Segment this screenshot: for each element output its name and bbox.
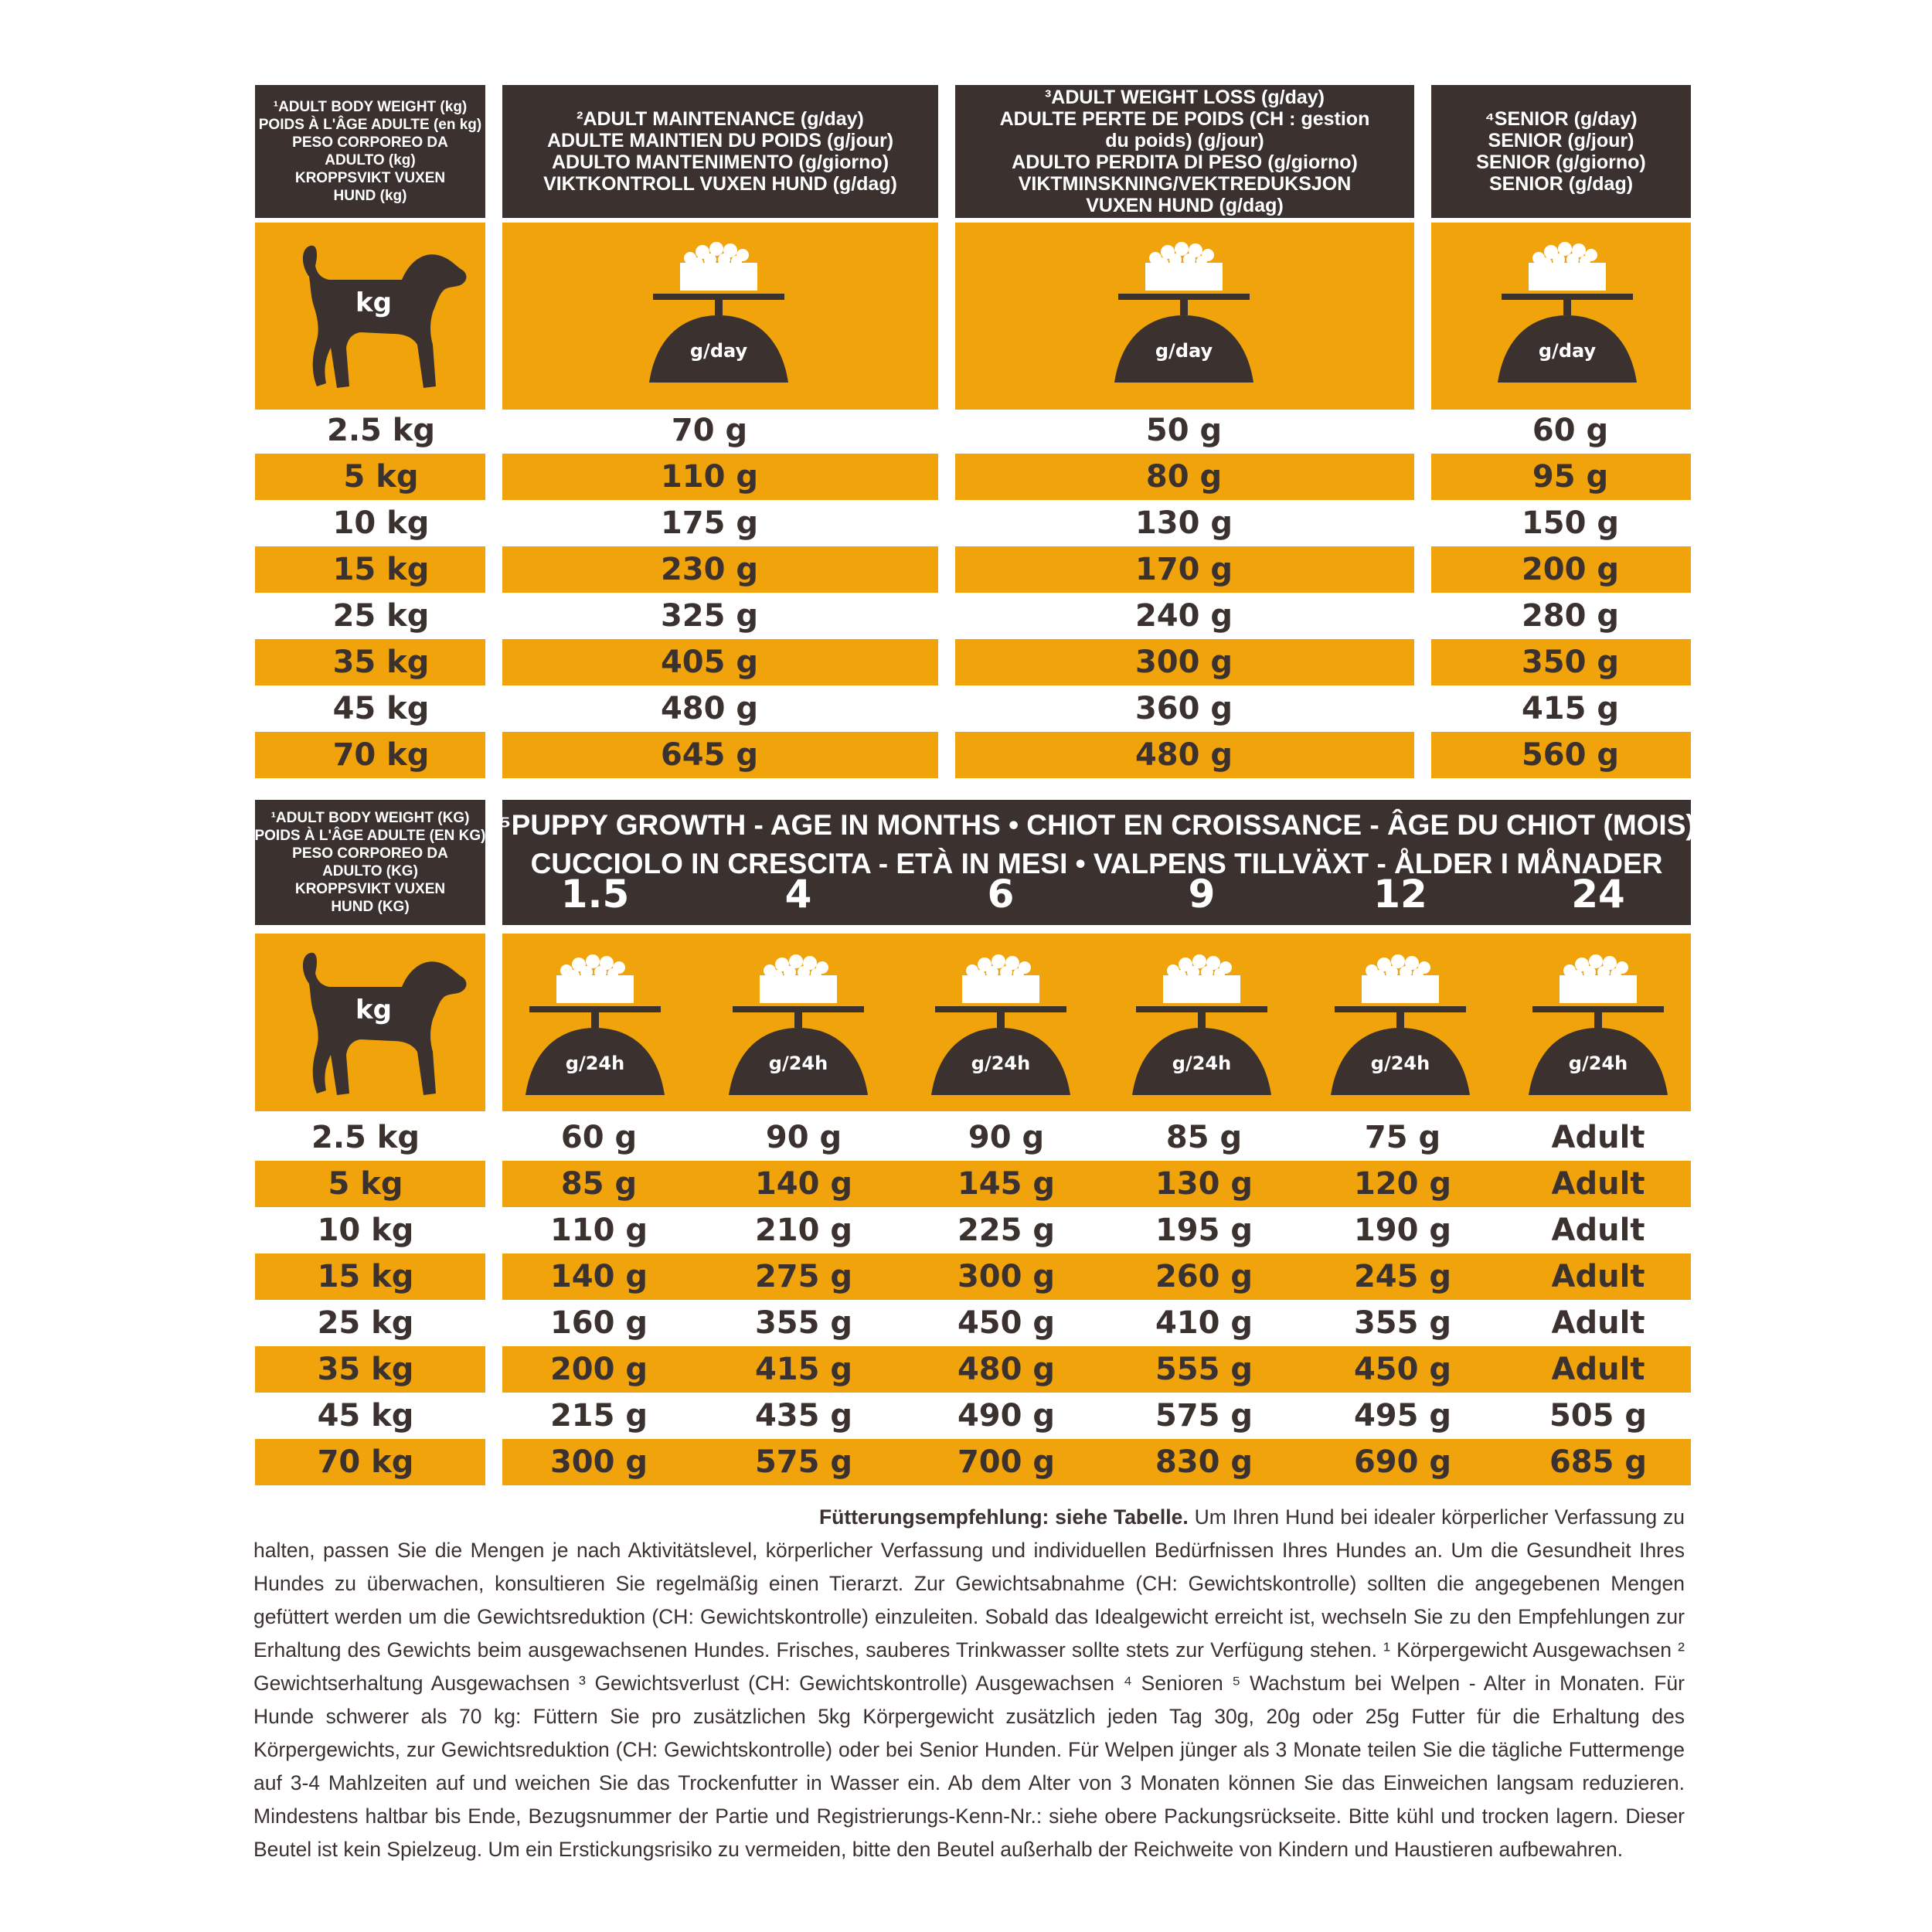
amount-cell: 300 g [957, 1259, 1056, 1294]
amount-cell: 130 g [1134, 505, 1233, 541]
age-label: 4 [784, 872, 812, 917]
amount-cell: 645 g [660, 737, 759, 773]
amount-cell: 405 g [660, 645, 759, 680]
weight-cell: 45 kg [317, 1398, 414, 1434]
puppy-weight-header [255, 800, 485, 925]
header-line: ¹ADULT BODY WEIGHT (kg) [273, 99, 468, 115]
header-line: CUCCIOLO IN CRESCITA - ETÀ IN MESI • VALPENS TILLVÄXT - ÅLDER I MÅNADER [530, 848, 1663, 879]
amount-cell: 830 g [1155, 1444, 1253, 1480]
amount-cell: 195 g [1155, 1213, 1253, 1248]
amount-cell: 350 g [1521, 645, 1620, 680]
scale-icon-label: g/day [689, 340, 748, 362]
amount-cell: 415 g [1521, 691, 1620, 726]
amount-cell: Adult [1551, 1166, 1645, 1202]
food-scale-icon [725, 944, 872, 1107]
weight-cell: 5 kg [328, 1166, 403, 1202]
amount-cell: 80 g [1145, 459, 1223, 495]
amount-cell: 325 g [660, 598, 759, 634]
amount-cell: 140 g [754, 1166, 853, 1202]
food-scale-icon [1525, 944, 1672, 1107]
amount-cell: 230 g [660, 552, 759, 587]
amount-cell: 435 g [754, 1398, 853, 1434]
amount-cell: 410 g [1155, 1305, 1253, 1341]
amount-cell: 450 g [1353, 1352, 1452, 1387]
feeding-notes-lead: Fütterungsempfehlung: siehe Tabelle. [819, 1505, 1189, 1529]
amount-cell: 505 g [1549, 1398, 1648, 1434]
header-line: KROPPSVIKT VUXEN [294, 881, 446, 897]
header-line: POIDS À L'ÂGE ADULTE (EN KG) [254, 828, 486, 844]
amount-cell: 145 g [957, 1166, 1056, 1202]
scale-icon-label: g/24h [1172, 1053, 1232, 1074]
weight-cell: 10 kg [317, 1213, 414, 1248]
amount-cell: 450 g [957, 1305, 1056, 1341]
scale-icon-label: g/day [1155, 340, 1213, 362]
amount-cell: 90 g [765, 1120, 842, 1155]
amount-cell: 90 g [968, 1120, 1045, 1155]
scale-icon-label: g/24h [1370, 1053, 1430, 1074]
header-line: ADULTO (KG) [322, 863, 418, 879]
header-line: ⁴SENIOR (g/day) [1485, 108, 1638, 130]
weight-cell: 10 kg [332, 505, 430, 541]
header-line: KROPPSVIKT VUXEN [294, 170, 446, 186]
amount-cell: 240 g [1134, 598, 1233, 634]
scale-icon-label: g/24h [1568, 1053, 1628, 1074]
amount-cell: 480 g [1134, 737, 1233, 773]
header-line: PESO CORPOREO DA [292, 845, 448, 862]
weight-cell: 45 kg [332, 691, 430, 726]
food-scale-icon [1327, 944, 1474, 1107]
header-line: SENIOR (g/dag) [1488, 173, 1634, 195]
amount-cell: 60 g [560, 1120, 638, 1155]
amount-cell: 700 g [957, 1444, 1056, 1480]
amount-cell: 690 g [1353, 1444, 1452, 1480]
amount-cell: Adult [1551, 1213, 1645, 1248]
amount-cell: 150 g [1521, 505, 1620, 541]
amount-cell: 575 g [1155, 1398, 1253, 1434]
feeding-notes [253, 1501, 1685, 1866]
amount-cell: 210 g [754, 1213, 853, 1248]
weight-cell: 35 kg [332, 645, 430, 680]
header-line: VUXEN HUND (g/dag) [1086, 195, 1284, 216]
amount-cell: 75 g [1364, 1120, 1441, 1155]
amount-cell: 560 g [1521, 737, 1620, 773]
header-line: ²ADULT MAINTENANCE (g/day) [577, 108, 864, 130]
adult-maintenance-header [502, 85, 938, 218]
amount-cell: 130 g [1155, 1166, 1253, 1202]
header-line: du poids) (g/jour) [1105, 130, 1264, 151]
amount-cell: 280 g [1521, 598, 1620, 634]
amount-cell: 190 g [1353, 1213, 1452, 1248]
senior-header [1431, 85, 1691, 218]
header-line: POIDS À L'ÂGE ADULTE (en kg) [258, 117, 482, 133]
food-scale-icon [927, 944, 1074, 1107]
food-scale-icon [1111, 232, 1257, 394]
amount-cell: 300 g [549, 1444, 648, 1480]
food-scale-icon [1128, 944, 1275, 1107]
amount-cell: Adult [1551, 1259, 1645, 1294]
age-label: 1.5 [560, 872, 630, 917]
food-scale-icon [1494, 232, 1641, 394]
amount-cell: 260 g [1155, 1259, 1253, 1294]
header-line: ADULTE MAINTIEN DU POIDS (g/jour) [546, 130, 894, 151]
amount-cell: 575 g [754, 1444, 853, 1480]
header-line: VIKTMINSKNING/VEKTREDUKSJON [1018, 173, 1352, 195]
scale-icon-label: g/24h [565, 1053, 625, 1074]
age-label: 12 [1373, 872, 1427, 917]
header-line: ADULTO MANTENIMENTO (g/giorno) [551, 151, 889, 173]
header-line: ⁵PUPPY GROWTH - AGE IN MONTHS • CHIOT EN CROISSANCE - ÂGE DU CHIOT (MOIS) [498, 809, 1696, 841]
amount-cell: 245 g [1353, 1259, 1452, 1294]
amount-cell: 140 g [549, 1259, 648, 1294]
adult-weight-header [255, 85, 485, 218]
amount-cell: 300 g [1134, 645, 1233, 680]
header-line: ³ADULT WEIGHT LOSS (g/day) [1044, 87, 1325, 108]
amount-cell: 110 g [549, 1213, 648, 1248]
dog-icon-label: kg [355, 287, 392, 318]
amount-cell: Adult [1551, 1120, 1645, 1155]
scale-icon-label: g/24h [768, 1053, 828, 1074]
dog-icon [286, 232, 471, 402]
amount-cell: Adult [1551, 1352, 1645, 1387]
amount-cell: 490 g [957, 1398, 1056, 1434]
amount-cell: 215 g [549, 1398, 648, 1434]
amount-cell: 480 g [957, 1352, 1056, 1387]
puppy-growth-icon-panel [502, 934, 1691, 1111]
weight-cell: 70 kg [332, 737, 430, 773]
amount-cell: 275 g [754, 1259, 853, 1294]
amount-cell: 685 g [1549, 1444, 1648, 1480]
food-scale-icon [522, 944, 668, 1107]
header-line: VIKTKONTROLL VUXEN HUND (g/dag) [543, 173, 897, 195]
amount-cell: 85 g [560, 1166, 638, 1202]
header-line: ADULTO (kg) [325, 152, 416, 168]
amount-cell: 355 g [1353, 1305, 1452, 1341]
weight-cell: 25 kg [317, 1305, 414, 1341]
amount-cell: 355 g [754, 1305, 853, 1341]
weight-cell: 5 kg [343, 459, 419, 495]
amount-cell: 175 g [660, 505, 759, 541]
amount-cell: 85 g [1165, 1120, 1243, 1155]
amount-cell: 60 g [1532, 413, 1609, 448]
scale-icon-label: g/24h [971, 1053, 1031, 1074]
amount-cell: 70 g [671, 413, 748, 448]
food-scale-icon [645, 232, 792, 394]
header-line: HUND (KG) [331, 899, 410, 915]
dog-icon-label: kg [355, 995, 392, 1026]
adult-weight-loss-header [955, 85, 1414, 218]
header-line: SENIOR (g/giorno) [1476, 151, 1646, 173]
weight-cell: 25 kg [332, 598, 430, 634]
amount-cell: 160 g [549, 1305, 648, 1341]
header-line: SENIOR (g/jour) [1488, 130, 1634, 151]
amount-cell: 360 g [1134, 691, 1233, 726]
amount-cell: 495 g [1353, 1398, 1452, 1434]
weight-cell: 15 kg [317, 1259, 414, 1294]
amount-cell: 200 g [1521, 552, 1620, 587]
age-label: 24 [1571, 872, 1625, 917]
header-line: ADULTE PERTE DE POIDS (CH : gestion [999, 108, 1370, 130]
weight-cell: 2.5 kg [326, 413, 436, 448]
feeding-notes-body: Um Ihren Hund bei idealer körperlicher Verfassung zu halten, passen Sie die Mengen je nach Aktivitätslevel, körperlicher Verfassung und individuellen Bedürfnissen Ihres Hundes an. Um die Gesundheit Ihres Hundes zu überwachen, konsultieren Sie regelmäßig einen Tierarzt. Zur Gewichtsabnahme (CH: Gewichtskontrolle) sollten die angegebenen Mengen gefüttert werden um die Gewichtsreduktion (CH: Gewichtskontrolle) einzuleiten. Sobald das Idealgewicht erreicht ist, wechseln Sie zu den Empfehlungen zur Erhaltung des Gewichts beim ausgewachsenen Hundes. Frisches, sauberes Trinkwasser sollte stets zur Verfügung stehen. ¹ Körpergewicht Ausgewachsen ² Gewichtserhaltung Ausgewachsen ³ Gewichtsverlust (CH: Gewichtskontrolle) Ausgewachsen ⁴ Senioren ⁵ Wachstum bei Welpen - Alter in Monaten. Für Hunde schwerer als 70 kg: Füttern Sie pro zusätzlichen 5kg Körpergewicht zusätzlich jeden Tag 30g, 20g oder 25g Futter für die Erhaltung des Körpergewichts, zur Gewichtsreduktion (CH: Gewichtskontrolle) oder bei Senior Hunden. Für Welpen jünger als 3 Monate teilen Sie die tägliche Futtermenge auf 3-4 Mahlzeiten auf und weichen Sie das Trockenfutter in Wasser ein. Ab dem Alter von 3 Monaten können Sie das Einweichen langsam reduzieren. Mindestens haltbar bis Ende, Bezugsnummer der Partie und Registrierungs-Kenn-Nr.: siehe obere Packungsrückseite. Bitte kühl und trocken lagern. Dieser Beutel ist kein Spielzeug. Um ein Erstickungsrisiko zu vermeiden, bitte den Beutel außerhalb der Reichweite von Kindern und Haustieren aufbewahren. [253, 1505, 1685, 1861]
puppy-growth-header [498, 800, 1696, 925]
amount-cell: 50 g [1145, 413, 1223, 448]
dog-icon [286, 939, 471, 1109]
weight-cell: 2.5 kg [311, 1120, 420, 1155]
amount-cell: 480 g [660, 691, 759, 726]
amount-cell: 555 g [1155, 1352, 1253, 1387]
age-label: 9 [1188, 872, 1216, 917]
weight-cell: 70 kg [317, 1444, 414, 1480]
age-label: 6 [987, 872, 1015, 917]
amount-cell: 200 g [549, 1352, 648, 1387]
amount-cell: Adult [1551, 1305, 1645, 1341]
amount-cell: 225 g [957, 1213, 1056, 1248]
amount-cell: 110 g [660, 459, 759, 495]
weight-cell: 35 kg [317, 1352, 414, 1387]
amount-cell: 170 g [1134, 552, 1233, 587]
amount-cell: 120 g [1353, 1166, 1452, 1202]
header-line: ¹ADULT BODY WEIGHT (KG) [270, 810, 470, 826]
scale-icon-label: g/day [1538, 340, 1597, 362]
amount-cell: 415 g [754, 1352, 853, 1387]
weight-cell: 15 kg [332, 552, 430, 587]
header-line: PESO CORPOREO DA [292, 134, 448, 151]
header-line: HUND (kg) [333, 188, 407, 204]
amount-cell: 95 g [1532, 459, 1609, 495]
header-line: ADULTO PERDITA DI PESO (g/giorno) [1012, 151, 1358, 173]
